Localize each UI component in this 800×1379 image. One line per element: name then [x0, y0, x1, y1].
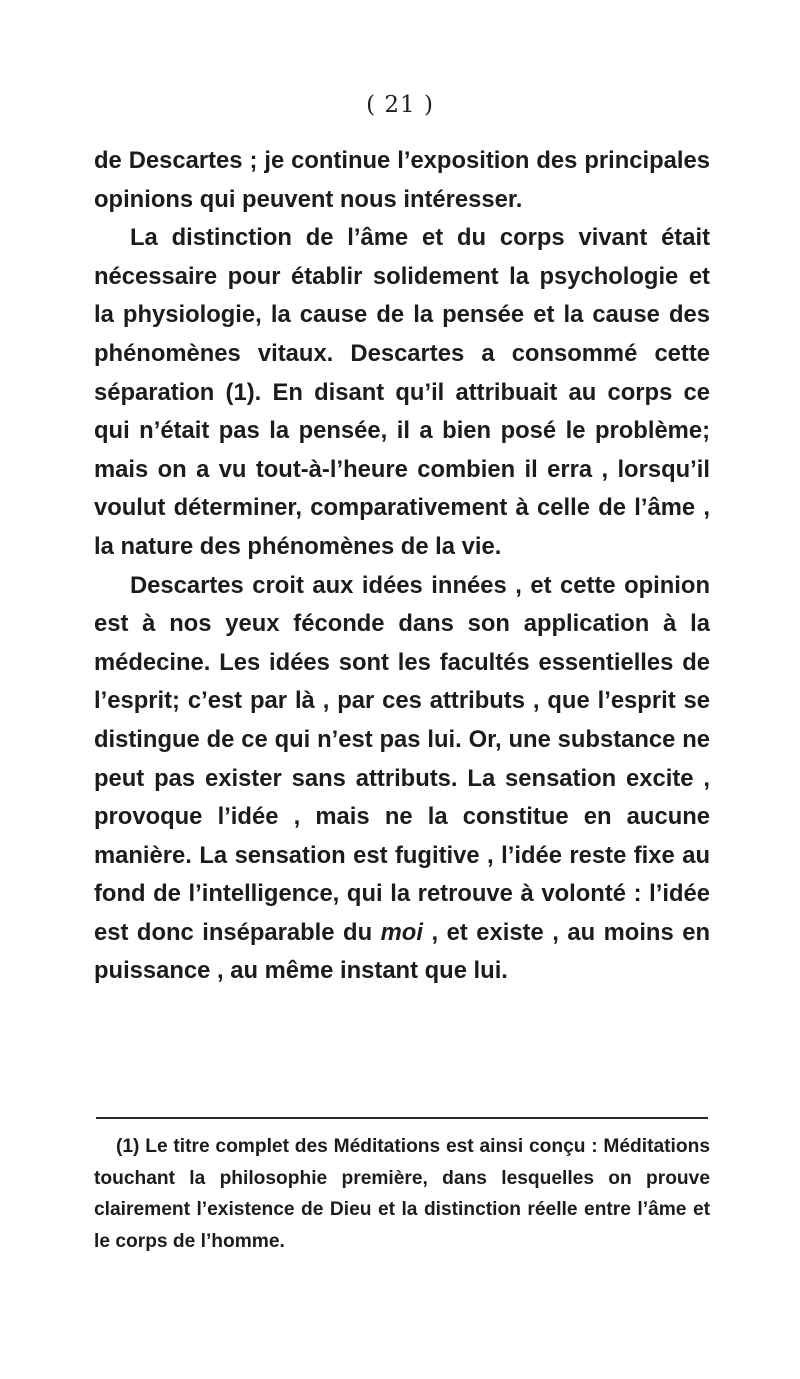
emphasis-moi: moi	[380, 918, 423, 946]
footnote-text: (1) Le titre complet des Méditations est ainsi conçu : Méditations touchant la philosophie première, dans lesquelles on prouve clairement l’existence de Dieu et la distinction réelle entre l’âme et le corps de l’homme.	[94, 1136, 710, 1252]
footnote	[94, 1131, 710, 1257]
footnote-divider	[96, 1117, 708, 1119]
page-number: ( 21 )	[366, 92, 434, 118]
body-text	[94, 142, 710, 991]
paragraph-innate-ideas-text: Descartes croit aux idées innées , et cette opinion est à nos yeux féconde dans son application à la médecine. Les idées sont les facultés essentielles de l’esprit; c’est par là , par ces attributs , que l’esprit se distingue de ce qui n’est pas lui. Or, une substance ne peut pas exister sans attributs. La sensation excite , provoque l’idée , mais ne la constitue en aucune manière. La sensation est fugitive , l’idée reste fixe au fond de l’intelligence, qui la retrouve à volonté : l’idée est donc inséparable du	[94, 571, 710, 946]
paragraph-innate-ideas	[94, 567, 710, 992]
paragraph-soul-body-distinction: La distinction de l’âme et du corps vivant était nécessaire pour établir solidement la psychologie et la physiologie, la cause de la pensée et la cause des phénomènes vitaux. Descartes a consommé cette séparation (1). En disant qu’il attribuait au corps ce qui n’était pas la pensée, il a bien posé le problème; mais on a vu tout-à-l’heure combien il erra , lorsqu’il voulut déterminer, comparativement à celle de l’âme , la nature des phénomènes de la vie.	[94, 224, 710, 560]
paragraph-innate-ideas-end: , et existe , au moins en puissance , au même instant que lui.	[94, 918, 710, 985]
paragraph-continuation: de Descartes ; je continue l’exposition des principales opinions qui peuvent nous intéresser.	[94, 147, 710, 213]
